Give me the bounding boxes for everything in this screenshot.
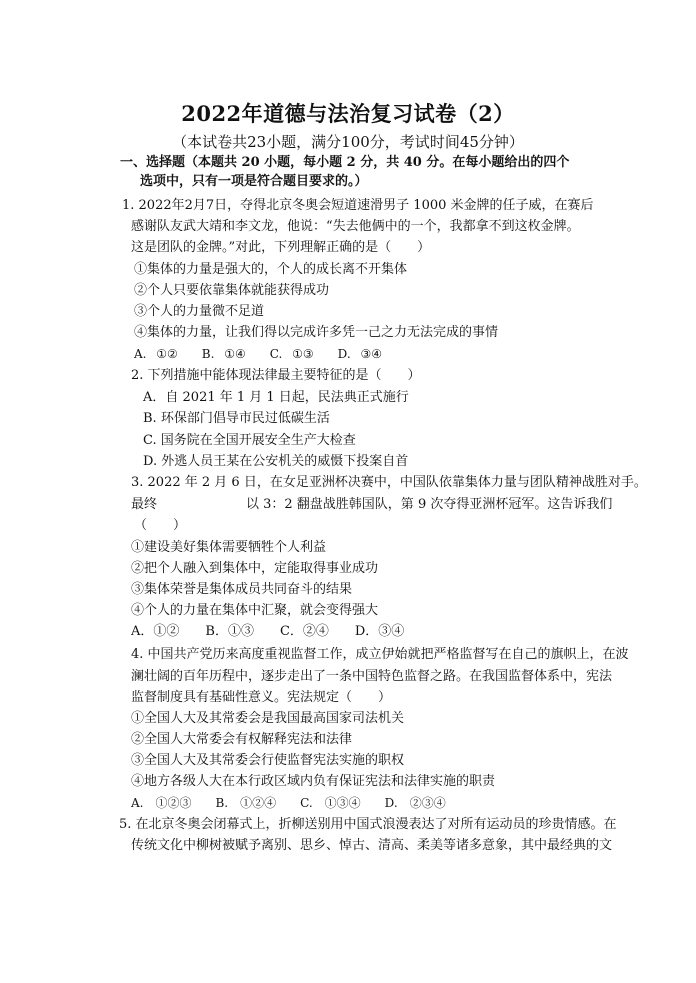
section-heading: 一、选择题（本题共 20 小题，每小题 2 分，共 40 分。在每小题给出的四个	[120, 155, 570, 170]
q4-stem: 监督制度具有基础性意义。宪法规定（ ）	[131, 690, 392, 705]
q3-statement: ③集体荣誉是集体成员共同奋斗的结果	[131, 582, 353, 597]
q3-statement: ④个人的力量在集体中汇聚，就会变得强大	[131, 603, 379, 618]
q1-statement: ④集体的力量，让我们得以完成许多凭一己之力无法完成的事情	[134, 325, 499, 340]
q1-stem: 这是团队的金牌。”对此，下列理解正确的是（ ）	[131, 240, 431, 255]
q1-stem: 1. 2022年2月7日，夺得北京冬奥会短道速滑男子 1000 米金牌的任子威，在赛后	[122, 198, 594, 213]
q3-stem: 以 3：2 翻盘战胜韩国队，第 9 次夺得亚洲杯冠军。这告诉我们	[246, 497, 613, 512]
q3-statement: ②把个人融入到集体中，定能取得事业成功	[131, 561, 379, 576]
q3-stem: 3. 2022 年 2 月 6 日，在女足亚洲杯决赛中，中国队依靠集体力量与团队精神战胜对手。	[131, 475, 647, 490]
q2-stem: 2. 下列措施中能体现法律最主要特征的是（ ）	[131, 368, 421, 383]
q4-statement: ④地方各级人大在本行政区域内负有保证宪法和法律实施的职责	[131, 774, 496, 789]
exam-subtitle: （本试卷共23小题，满分100分，考试时间45分钟）	[172, 133, 524, 151]
q1-stem: 感谢队友武大靖和李文龙，他说：“失去他俩中的一个，我都拿不到这枚金牌。	[131, 219, 580, 234]
q1-statement: ①集体的力量是强大的，个人的成长离不开集体	[134, 262, 408, 277]
exam-title: 2022年道德与法治复习试卷（2）	[181, 101, 515, 126]
q5-stem: 5. 在北京冬奥会闭幕式上，折柳送别用中国式浪漫表达了对所有运动员的珍贵情感。在	[119, 817, 617, 832]
q2-option-b: B. 环保部门倡导市民过低碳生活	[143, 411, 330, 426]
q3-statement: ①建设美好集体需要牺牲个人利益	[131, 540, 327, 555]
q3-stem: 最终	[131, 497, 158, 512]
q4-statement: ①全国人大及其常委会是我国最高国家司法机关	[131, 711, 405, 726]
q4-options: A. ①②③ B. ①②④ C. ①③④ D. ②③④	[131, 796, 446, 810]
q1-statement: ③个人的力量微不足道	[134, 304, 265, 319]
q4-statement: ②全国人大常委会有权解释宪法和法律	[131, 732, 353, 747]
q2-option-d: D. 外逃人员王某在公安机关的威慑下投案自首	[143, 454, 409, 469]
q1-options: A. ①② B. ①④ C. ①③ D. ③④	[134, 347, 383, 361]
q5-stem: 传统文化中柳树被赋予离别、思乡、悼古、清高、柔美等诸多意象，其中最经典的文	[131, 838, 613, 853]
q1-statement: ②个人只要依靠集体就能获得成功	[134, 283, 330, 298]
q2-option-a: A．自 2021 年 1 月 1 日起，民法典正式施行	[143, 390, 409, 405]
q2-option-c: C. 国务院在全国开展安全生产大检查	[143, 433, 356, 448]
q3-options: A．①② B．①③ C．②④ D．③④	[131, 624, 405, 639]
q4-stem: 4. 中国共产党历来高度重视监督工作，成立伊始就把严格监督写在自己的旗帜上，在波	[131, 647, 629, 662]
section-heading-cont: 选项中，只有一项是符合题目要求的。）	[140, 174, 368, 189]
q3-stem: （ ）	[134, 518, 187, 533]
q4-stem: 澜壮阔的百年历程中，逐步走出了一条中国特色监督之路。在我国监督体系中，宪法	[131, 669, 613, 684]
q4-statement: ③全国人大及其常委会行使监督宪法实施的职权	[131, 753, 405, 768]
